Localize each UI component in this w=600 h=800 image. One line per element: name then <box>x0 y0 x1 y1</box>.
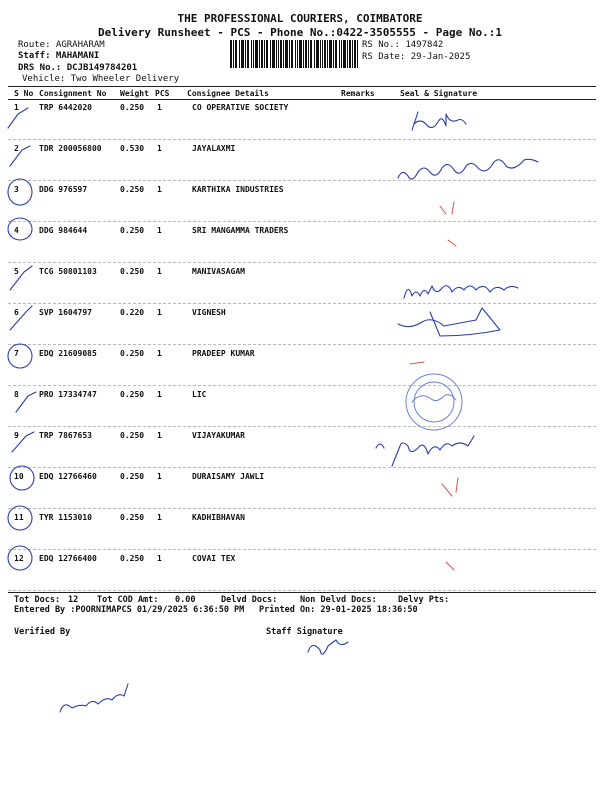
row-pcs: 1 <box>157 185 162 194</box>
row-pcs: 1 <box>157 554 162 563</box>
row-sno: 6 <box>14 308 19 317</box>
row-weight: 0.250 <box>120 431 145 440</box>
table-row <box>8 345 596 386</box>
delvd-docs-label: Delvd Docs: <box>221 595 278 605</box>
row-weight: 0.250 <box>120 226 145 235</box>
row-sno: 11 <box>14 513 24 522</box>
verified-by-label: Verified By <box>14 627 71 637</box>
drs-number: DRS No.: DCJB149784201 <box>18 63 138 73</box>
row-pcs: 1 <box>157 390 162 399</box>
row-weight: 0.250 <box>120 185 145 194</box>
row-consignment: TYR 1153010 <box>39 513 92 522</box>
table-row <box>8 304 596 345</box>
row-weight: 0.250 <box>120 103 145 112</box>
row-pcs: 1 <box>157 103 162 112</box>
table-row <box>8 99 596 140</box>
row-pcs: 1 <box>157 513 162 522</box>
row-consignment: EDQ 12766400 <box>39 554 97 563</box>
table-row <box>8 509 596 550</box>
row-consignment: DDG 984644 <box>39 226 88 235</box>
row-sno: 9 <box>14 431 19 440</box>
table-row <box>8 468 596 509</box>
row-sno: 1 <box>14 103 19 112</box>
row-pcs: 1 <box>157 144 162 153</box>
tot-docs-value: 12 <box>68 595 79 605</box>
summary-rule <box>8 592 596 593</box>
table-row <box>8 427 596 468</box>
row-pcs: 1 <box>157 472 162 481</box>
row-sno: 4 <box>14 226 19 235</box>
row-divider <box>8 590 596 591</box>
row-pcs: 1 <box>157 431 162 440</box>
row-consignee: CO OPERATIVE SOCIETY <box>192 103 289 112</box>
col-pcs: PCS <box>155 89 170 98</box>
row-sno: 3 <box>14 185 19 194</box>
row-weight: 0.250 <box>120 554 145 563</box>
route-label: Route: AGRAHARAM <box>18 40 105 50</box>
row-consignment: TRP 7867653 <box>39 431 92 440</box>
row-weight: 0.530 <box>120 144 145 153</box>
row-weight: 0.250 <box>120 390 145 399</box>
row-consignment: PRO 17334747 <box>39 390 97 399</box>
entered-by: Entered By :POORNIMAPCS 01/29/2025 6:36:50 PM <box>14 605 245 615</box>
table-row <box>8 550 596 591</box>
row-consignee: LIC <box>192 390 207 399</box>
row-consignee: PRADEEP KUMAR <box>192 349 255 358</box>
col-weight: Weight <box>120 89 149 98</box>
table-row <box>8 140 596 181</box>
row-consignee: SRI MANGAMMA TRADERS <box>192 226 289 235</box>
printed-on: Printed On: 29-01-2025 18:36:50 <box>259 605 418 615</box>
row-consignee: VIGNESH <box>192 308 226 317</box>
col-sno: S No <box>14 89 34 98</box>
tot-cod-label: Tot COD Amt: <box>97 595 159 605</box>
row-consignee: COVAI TEX <box>192 554 236 563</box>
row-consignee: DURAISAMY JAWLI <box>192 472 265 481</box>
row-sno: 5 <box>14 267 19 276</box>
row-consignment: EDQ 21609085 <box>39 349 97 358</box>
table-top-rule <box>8 86 596 87</box>
table-row <box>8 222 596 263</box>
rs-number: RS No.: 1497842 <box>362 40 444 50</box>
row-weight: 0.250 <box>120 513 145 522</box>
tot-cod-value: 0.00 <box>175 595 196 605</box>
row-consignee: KADHIBHAVAN <box>192 513 245 522</box>
row-consignment: TCG 50801103 <box>39 267 97 276</box>
row-consignee: JAYALAXMI <box>192 144 236 153</box>
row-pcs: 1 <box>157 308 162 317</box>
table-row <box>8 263 596 304</box>
row-sno: 8 <box>14 390 19 399</box>
row-weight: 0.250 <box>120 472 145 481</box>
tot-docs-label: Tot Docs: <box>14 595 61 605</box>
row-consignee: KARTHIKA INDUSTRIES <box>192 185 284 194</box>
row-sno: 7 <box>14 349 19 358</box>
barcode <box>230 40 358 68</box>
runsheet-subtitle: Delivery Runsheet - PCS - Phone No.:0422-3505555 - Page No.:1 <box>98 26 502 39</box>
staff-label: Staff: MAHAMANI <box>18 51 100 61</box>
row-sno: 10 <box>14 472 24 481</box>
row-pcs: 1 <box>157 267 162 276</box>
delvy-pts-label: Delvy Pts: <box>398 595 450 605</box>
row-consignment: TRP 6442020 <box>39 103 92 112</box>
company-title: THE PROFESSIONAL COURIERS, COIMBATORE <box>177 12 423 25</box>
row-weight: 0.220 <box>120 308 145 317</box>
row-consignee: VIJAYAKUMAR <box>192 431 245 440</box>
non-delvd-docs-label: Non Delvd Docs: <box>300 595 377 605</box>
table-row <box>8 386 596 427</box>
col-consignment: Consignment No <box>39 89 107 98</box>
row-sno: 12 <box>14 554 24 563</box>
rs-date: RS Date: 29-Jan-2025 <box>362 52 471 62</box>
row-weight: 0.250 <box>120 267 145 276</box>
row-sno: 2 <box>14 144 19 153</box>
staff-signature-label: Staff Signature <box>266 627 343 637</box>
col-remarks: Remarks <box>341 89 375 98</box>
table-row <box>8 181 596 222</box>
row-pcs: 1 <box>157 349 162 358</box>
row-consignee: MANIVASAGAM <box>192 267 245 276</box>
row-consignment: EDQ 12766460 <box>39 472 97 481</box>
vehicle-label: Vehicle: Two Wheeler Delivery <box>22 74 180 84</box>
row-pcs: 1 <box>157 226 162 235</box>
row-weight: 0.250 <box>120 349 145 358</box>
col-seal-signature: Seal & Signature <box>400 89 478 98</box>
row-consignment: DDG 976597 <box>39 185 88 194</box>
row-consignment: TDR 200056800 <box>39 144 102 153</box>
col-consignee: Consignee Details <box>187 89 269 98</box>
staff-signature <box>308 640 348 654</box>
row-consignment: SVP 1604797 <box>39 308 92 317</box>
verified-signature <box>60 684 128 712</box>
